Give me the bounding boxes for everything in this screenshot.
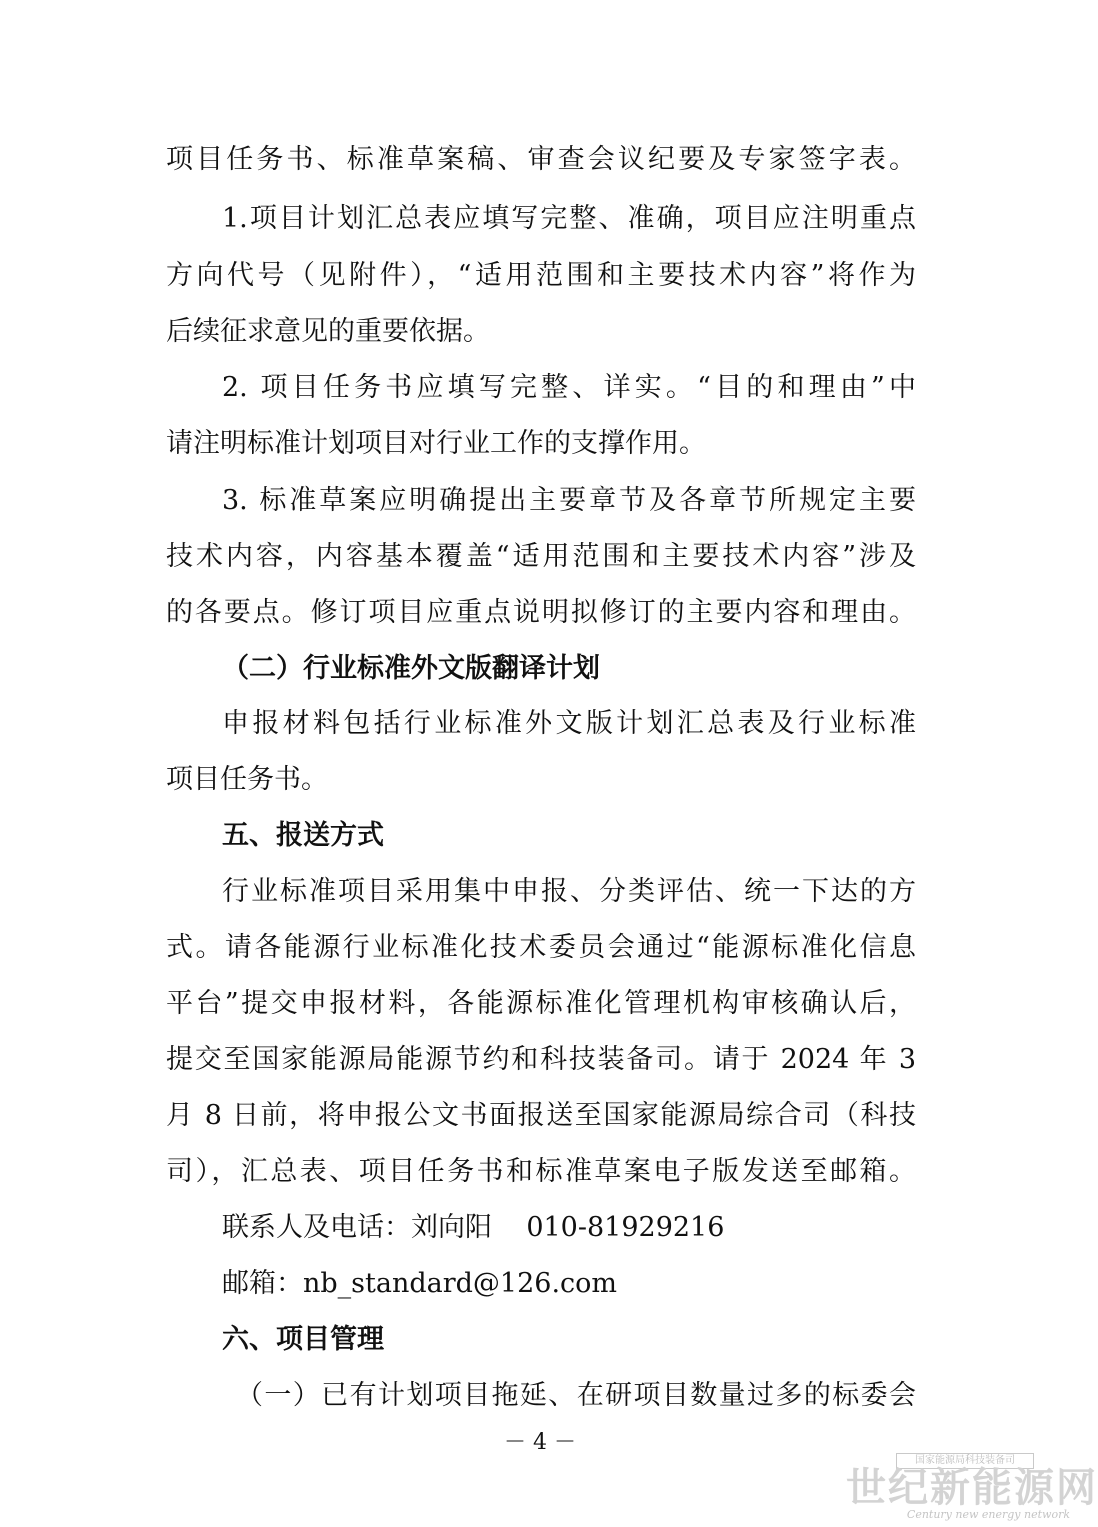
paragraph-line: 技术内容，内容基本覆盖“适用范围和主要技术内容”涉及 bbox=[166, 541, 916, 572]
paragraph-line: 请注明标准计划项目对行业工作的支撑作用。 bbox=[166, 428, 706, 459]
paragraph-line: 式。请各能源行业标准化技术委员会通过“能源标准化信息 bbox=[166, 932, 916, 963]
paragraph-line: 方向代号（见附件），“适用范围和主要技术内容”将作为 bbox=[166, 260, 916, 291]
watermark-subtext: Century new energy network bbox=[906, 1508, 1070, 1521]
paragraph-line: 2. 项目任务书应填写完整、详实。“目的和理由”中 bbox=[222, 372, 916, 403]
paragraph-line: 的各要点。修订项目应重点说明拟修订的主要内容和理由。 bbox=[166, 597, 916, 628]
paragraph-line: 提交至国家能源局能源节约和科技装备司。请于 2024 年 3 bbox=[166, 1044, 916, 1075]
paragraph-line: 月 8 日前，将申报公文书面报送至国家能源局综合司（科技 bbox=[166, 1100, 916, 1131]
paragraph-line: 申报材料包括行业标准外文版计划汇总表及行业标准 bbox=[222, 708, 916, 739]
email-line: 邮箱：nb_standard@126.com bbox=[222, 1268, 618, 1299]
section-heading: 五、报送方式 bbox=[222, 820, 384, 851]
section-heading: 六、项目管理 bbox=[222, 1324, 384, 1355]
paragraph-line: 项目任务书。 bbox=[166, 764, 328, 795]
paragraph-line: 1.项目计划汇总表应填写完整、准确，项目应注明重点 bbox=[222, 203, 916, 234]
subsection-heading: （二）行业标准外文版翻译计划 bbox=[222, 653, 600, 684]
paragraph-line: （一）已有计划项目拖延、在研项目数量过多的标委会 bbox=[236, 1380, 916, 1411]
page-number: － 4 － bbox=[504, 1430, 576, 1455]
paragraph-line: 后续征求意见的重要依据。 bbox=[166, 316, 490, 347]
paragraph-line: 司），汇总表、项目任务书和标准草案电子版发送至邮箱。 bbox=[166, 1156, 916, 1187]
paragraph-line: 平台”提交申报材料，各能源标准化管理机构审核确认后， bbox=[166, 988, 916, 1019]
watermark-logo: 世纪新能源网 bbox=[846, 1464, 1098, 1511]
paragraph-line: 行业标准项目采用集中申报、分类评估、统一下达的方 bbox=[222, 876, 916, 907]
watermark-tagline: 国家能源局科技装备司 bbox=[896, 1453, 1034, 1469]
paragraph-line: 3. 标准草案应明确提出主要章节及各章节所规定主要 bbox=[222, 485, 916, 516]
contact-line: 联系人及电话：刘向阳 010-81929216 bbox=[222, 1212, 725, 1243]
paragraph-line: 项目任务书、标准草案稿、审查会议纪要及专家签字表。 bbox=[166, 144, 916, 175]
